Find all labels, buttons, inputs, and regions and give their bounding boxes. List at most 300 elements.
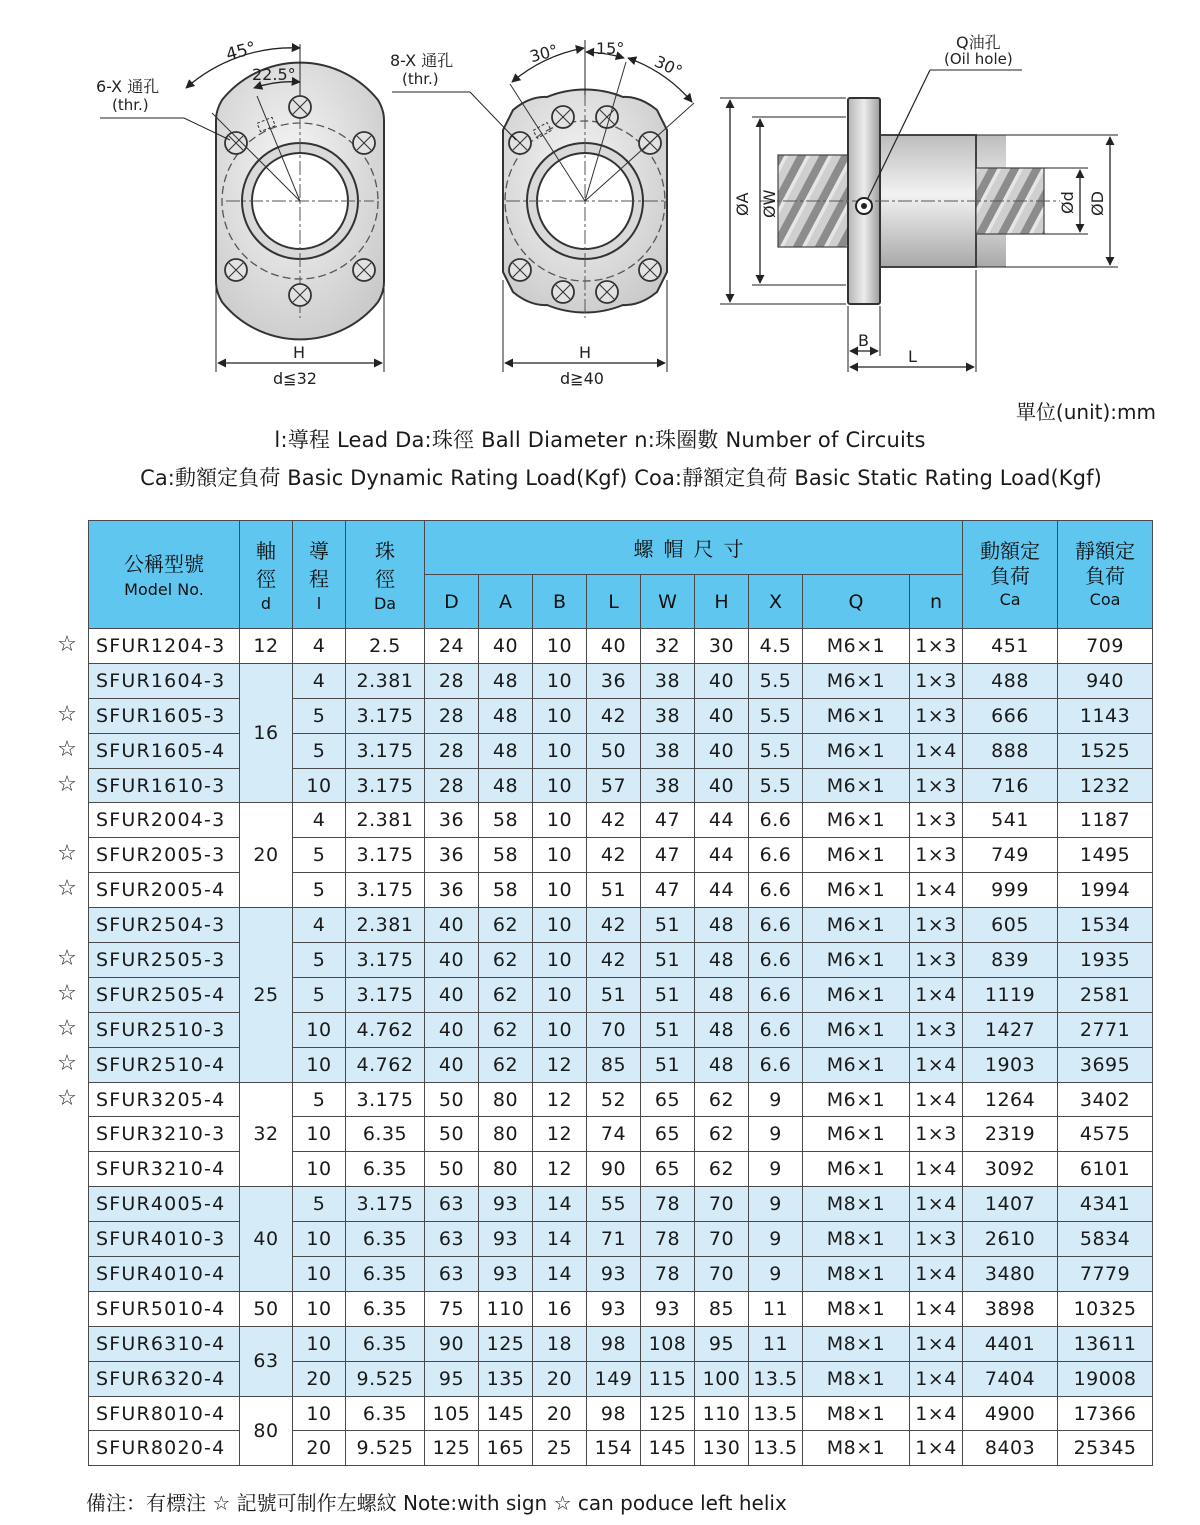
value-cell: M8×1 xyxy=(803,1326,910,1361)
cond-d32: d≦32 xyxy=(273,369,317,388)
value-cell: M6×1 xyxy=(803,1082,910,1117)
value-cell: 108 xyxy=(641,1326,695,1361)
value-cell: 40 xyxy=(425,908,479,943)
value-cell: 47 xyxy=(641,838,695,873)
value-cell: 1×3 xyxy=(910,698,963,733)
model-cell: SFUR3205-4 xyxy=(89,1082,240,1117)
value-cell: 749 xyxy=(963,838,1058,873)
value-cell: 19008 xyxy=(1058,1361,1153,1396)
value-cell: 95 xyxy=(695,1326,749,1361)
value-cell: M6×1 xyxy=(803,873,910,908)
value-cell: 38 xyxy=(641,733,695,768)
value-cell: 716 xyxy=(963,768,1058,803)
header-col-x: X xyxy=(749,575,803,629)
value-cell: 1495 xyxy=(1058,838,1153,873)
value-cell: 3480 xyxy=(963,1257,1058,1292)
header-shaft-1: 軸 xyxy=(256,538,276,563)
value-cell: 4.762 xyxy=(346,1047,425,1082)
value-cell: 145 xyxy=(479,1396,533,1431)
dim-label-d-small: Ød xyxy=(1058,191,1077,214)
value-cell: 93 xyxy=(641,1291,695,1326)
model-cell: SFUR2505-4 xyxy=(89,977,240,1012)
value-cell: 4900 xyxy=(963,1396,1058,1431)
value-cell: 488 xyxy=(963,663,1058,698)
value-cell: 1×3 xyxy=(910,768,963,803)
value-cell: 888 xyxy=(963,733,1058,768)
model-cell: SFUR1605-3 xyxy=(89,698,240,733)
model-cell: SFUR1604-3 xyxy=(89,663,240,698)
table-row xyxy=(89,629,1153,664)
value-cell: 11 xyxy=(749,1291,803,1326)
value-cell: 50 xyxy=(587,733,641,768)
value-cell: 6.35 xyxy=(346,1117,425,1152)
value-cell: 50 xyxy=(425,1082,479,1117)
value-cell: 9 xyxy=(749,1152,803,1187)
model-cell: SFUR4010-4 xyxy=(89,1257,240,1292)
value-cell: 2.381 xyxy=(346,663,425,698)
value-cell: 58 xyxy=(479,873,533,908)
value-cell: 125 xyxy=(479,1326,533,1361)
left-helix-star-icon: ☆ xyxy=(57,736,77,762)
header-ball-dia xyxy=(346,521,425,629)
value-cell: 20 xyxy=(533,1396,587,1431)
value-cell: 65 xyxy=(641,1152,695,1187)
value-cell: 1119 xyxy=(963,977,1058,1012)
value-cell: 90 xyxy=(587,1152,641,1187)
value-cell: 3.175 xyxy=(346,768,425,803)
value-cell: 51 xyxy=(641,1047,695,1082)
angle-label-15: 15° xyxy=(596,39,625,58)
value-cell: 95 xyxy=(425,1361,479,1396)
value-cell: 16 xyxy=(533,1291,587,1326)
left-helix-star-icon: ☆ xyxy=(57,701,77,727)
dim-label-d-big: ØD xyxy=(1088,191,1107,216)
header-col-h: H xyxy=(695,575,749,629)
value-cell: 10 xyxy=(293,1222,346,1257)
value-cell: 5.5 xyxy=(749,698,803,733)
header-sta-sym: Coa xyxy=(1089,589,1121,609)
value-cell: 5 xyxy=(293,977,346,1012)
value-cell: 6.6 xyxy=(749,1047,803,1082)
value-cell: 1264 xyxy=(963,1082,1058,1117)
value-cell: 2.5 xyxy=(346,629,425,664)
header-col-w: W xyxy=(641,575,695,629)
value-cell: 98 xyxy=(587,1326,641,1361)
value-cell: 1×4 xyxy=(910,873,963,908)
value-cell: 85 xyxy=(587,1047,641,1082)
hole-label-6x: 6-X 通孔 xyxy=(96,77,160,96)
value-cell: 78 xyxy=(641,1257,695,1292)
value-cell: 48 xyxy=(479,698,533,733)
value-cell: 5 xyxy=(293,698,346,733)
value-cell: 115 xyxy=(641,1361,695,1396)
value-cell: 10 xyxy=(533,873,587,908)
value-cell: 451 xyxy=(963,629,1058,664)
dim-label-w: ØW xyxy=(760,189,779,218)
value-cell: 4575 xyxy=(1058,1117,1153,1152)
model-cell: SFUR5010-4 xyxy=(89,1291,240,1326)
value-cell: 3.175 xyxy=(346,873,425,908)
value-cell: 50 xyxy=(425,1152,479,1187)
value-cell: 17366 xyxy=(1058,1396,1153,1431)
model-cell: SFUR8010-4 xyxy=(89,1396,240,1431)
header-model xyxy=(89,521,240,629)
value-cell: 5 xyxy=(293,838,346,873)
left-helix-star-icon: ☆ xyxy=(57,981,77,1006)
table-row xyxy=(89,1291,1153,1326)
value-cell: 7779 xyxy=(1058,1257,1153,1292)
value-cell: 7404 xyxy=(963,1361,1058,1396)
value-cell: M8×1 xyxy=(803,1291,910,1326)
value-cell: 78 xyxy=(641,1222,695,1257)
value-cell: 1×4 xyxy=(910,1291,963,1326)
value-cell: 1×4 xyxy=(910,1396,963,1431)
model-cell: SFUR6320-4 xyxy=(89,1361,240,1396)
value-cell: 1427 xyxy=(963,1012,1058,1047)
value-cell: 165 xyxy=(479,1431,533,1466)
table-row xyxy=(89,908,1153,943)
value-cell: 55 xyxy=(587,1187,641,1222)
value-cell: 10 xyxy=(533,838,587,873)
value-cell: 110 xyxy=(479,1291,533,1326)
dim-label-a: ØA xyxy=(733,192,752,216)
value-cell: 65 xyxy=(641,1117,695,1152)
value-cell: 11 xyxy=(749,1326,803,1361)
value-cell: 839 xyxy=(963,943,1058,978)
model-cell: SFUR1204-3 xyxy=(89,629,240,664)
value-cell: 4341 xyxy=(1058,1187,1153,1222)
value-cell: 6.6 xyxy=(749,943,803,978)
value-cell: 40 xyxy=(425,1012,479,1047)
header-col-d: D xyxy=(425,575,479,629)
value-cell: 10 xyxy=(293,1012,346,1047)
left-helix-star-icon: ☆ xyxy=(57,632,77,657)
value-cell: 5 xyxy=(293,1187,346,1222)
value-cell: M6×1 xyxy=(803,629,910,664)
header-nut-dimensions: 螺帽尺寸 xyxy=(425,521,963,575)
value-cell: 12 xyxy=(533,1047,587,1082)
value-cell: 6.35 xyxy=(346,1222,425,1257)
value-cell: 10 xyxy=(533,663,587,698)
shaft-diameter-cell: 25 xyxy=(240,908,293,1082)
value-cell: 90 xyxy=(425,1326,479,1361)
model-cell: SFUR1610-3 xyxy=(89,768,240,803)
header-dyn-2: 負荷 xyxy=(990,563,1031,588)
value-cell: 51 xyxy=(641,943,695,978)
value-cell: 80 xyxy=(479,1152,533,1187)
value-cell: 93 xyxy=(479,1222,533,1257)
value-cell: 10 xyxy=(293,1047,346,1082)
hole-label-thr: (thr.) xyxy=(112,96,149,114)
value-cell: 14 xyxy=(533,1187,587,1222)
value-cell: 12 xyxy=(533,1117,587,1152)
legend-line-2: Ca:動額定負荷 Basic Dynamic Rating Load(Kgf) Coa:靜額定負荷 Basic Static Rating Load(Kgf) xyxy=(140,466,1102,490)
value-cell: 38 xyxy=(641,768,695,803)
value-cell: 36 xyxy=(425,803,479,838)
value-cell: 149 xyxy=(587,1361,641,1396)
value-cell: 1525 xyxy=(1058,733,1153,768)
model-cell: SFUR1605-4 xyxy=(89,733,240,768)
value-cell: 51 xyxy=(641,977,695,1012)
value-cell: 48 xyxy=(479,733,533,768)
value-cell: 1×3 xyxy=(910,1117,963,1152)
value-cell: 48 xyxy=(695,943,749,978)
header-ball-sym: Da xyxy=(373,593,397,613)
left-helix-star-icon: ☆ xyxy=(57,1085,77,1111)
value-cell: 1407 xyxy=(963,1187,1058,1222)
value-cell: 40 xyxy=(425,943,479,978)
value-cell: 40 xyxy=(425,1047,479,1082)
header-col-q: Q xyxy=(803,575,910,629)
value-cell: 3.175 xyxy=(346,943,425,978)
value-cell: 1×4 xyxy=(910,1257,963,1292)
value-cell: 4 xyxy=(293,629,346,664)
value-cell: 57 xyxy=(587,768,641,803)
value-cell: 1534 xyxy=(1058,908,1153,943)
value-cell: 3.175 xyxy=(346,977,425,1012)
value-cell: 62 xyxy=(479,977,533,1012)
model-cell: SFUR2505-3 xyxy=(89,943,240,978)
dim-label-b: B xyxy=(858,331,869,350)
value-cell: 125 xyxy=(641,1396,695,1431)
value-cell: 110 xyxy=(695,1396,749,1431)
value-cell: 62 xyxy=(695,1117,749,1152)
angle-label-30a: 30° xyxy=(527,40,561,67)
value-cell: 63 xyxy=(425,1187,479,1222)
value-cell: M6×1 xyxy=(803,1012,910,1047)
value-cell: M6×1 xyxy=(803,838,910,873)
value-cell: 999 xyxy=(963,873,1058,908)
model-cell: SFUR4010-3 xyxy=(89,1222,240,1257)
value-cell: 10325 xyxy=(1058,1291,1153,1326)
value-cell: 1×3 xyxy=(910,1222,963,1257)
value-cell: 42 xyxy=(587,698,641,733)
value-cell: 50 xyxy=(425,1117,479,1152)
value-cell: 2.381 xyxy=(346,803,425,838)
header-static-load xyxy=(1058,521,1153,629)
value-cell: 42 xyxy=(587,803,641,838)
value-cell: 3.175 xyxy=(346,733,425,768)
value-cell: 5 xyxy=(293,943,346,978)
value-cell: 2319 xyxy=(963,1117,1058,1152)
value-cell: 6.6 xyxy=(749,803,803,838)
value-cell: 25 xyxy=(533,1431,587,1466)
value-cell: 4 xyxy=(293,663,346,698)
table-row xyxy=(89,1082,1153,1117)
flange-front-view-d32 xyxy=(96,38,384,388)
header-dynamic-load xyxy=(963,521,1058,629)
value-cell: 10 xyxy=(533,803,587,838)
value-cell: 1×3 xyxy=(910,629,963,664)
value-cell: 6.35 xyxy=(346,1152,425,1187)
left-helix-star-icon: ☆ xyxy=(57,771,77,797)
value-cell: 62 xyxy=(479,908,533,943)
value-cell: 10 xyxy=(293,1257,346,1292)
value-cell: M6×1 xyxy=(803,1117,910,1152)
shaft-diameter-cell: 50 xyxy=(240,1291,293,1326)
value-cell: 85 xyxy=(695,1291,749,1326)
model-cell: SFUR2504-3 xyxy=(89,908,240,943)
value-cell: 63 xyxy=(425,1257,479,1292)
value-cell: 6.35 xyxy=(346,1257,425,1292)
value-cell: 10 xyxy=(533,943,587,978)
value-cell: 2610 xyxy=(963,1222,1058,1257)
value-cell: 44 xyxy=(695,838,749,873)
value-cell: 38 xyxy=(641,663,695,698)
value-cell: 10 xyxy=(533,908,587,943)
value-cell: 28 xyxy=(425,733,479,768)
value-cell: 2771 xyxy=(1058,1012,1153,1047)
value-cell: 13.5 xyxy=(749,1431,803,1466)
value-cell: 2581 xyxy=(1058,977,1153,1012)
value-cell: 4 xyxy=(293,908,346,943)
value-cell: 80 xyxy=(479,1117,533,1152)
header-model-zh: 公稱型號 xyxy=(124,551,204,576)
value-cell: 9 xyxy=(749,1187,803,1222)
value-cell: 6.35 xyxy=(346,1291,425,1326)
value-cell: 6.6 xyxy=(749,873,803,908)
value-cell: M8×1 xyxy=(803,1431,910,1466)
header-col-b: B xyxy=(533,575,587,629)
value-cell: 1903 xyxy=(963,1047,1058,1082)
value-cell: 1×4 xyxy=(910,1326,963,1361)
footnote: 備注：有標注 ☆ 記號可制作左螺紋 Note:with sign ☆ can poduce left helix xyxy=(86,1491,787,1515)
value-cell: 12 xyxy=(533,1152,587,1187)
value-cell: 93 xyxy=(587,1291,641,1326)
header-dyn-sym: Ca xyxy=(999,589,1021,609)
value-cell: M6×1 xyxy=(803,663,910,698)
value-cell: 4.5 xyxy=(749,629,803,664)
left-helix-star-icon: ☆ xyxy=(57,1050,77,1076)
value-cell: 5.5 xyxy=(749,663,803,698)
model-cell: SFUR8020-4 xyxy=(89,1431,240,1466)
shaft-diameter-cell: 16 xyxy=(240,663,293,803)
header-lead-sym: l xyxy=(316,593,322,613)
value-cell: 98 xyxy=(587,1396,641,1431)
value-cell: 58 xyxy=(479,803,533,838)
value-cell: 154 xyxy=(587,1431,641,1466)
value-cell: 62 xyxy=(479,1012,533,1047)
value-cell: 48 xyxy=(479,768,533,803)
value-cell: M8×1 xyxy=(803,1222,910,1257)
value-cell: 3695 xyxy=(1058,1047,1153,1082)
value-cell: 4.762 xyxy=(346,1012,425,1047)
value-cell: 48 xyxy=(695,1012,749,1047)
value-cell: 51 xyxy=(641,908,695,943)
value-cell: 125 xyxy=(425,1431,479,1466)
value-cell: 10 xyxy=(533,733,587,768)
value-cell: 6.6 xyxy=(749,1012,803,1047)
table-row xyxy=(89,663,1153,698)
header-shaft-dia xyxy=(240,521,293,629)
value-cell: 36 xyxy=(587,663,641,698)
value-cell: 3898 xyxy=(963,1291,1058,1326)
value-cell: 10 xyxy=(533,698,587,733)
legend-line-1: l:導程 Lead Da:珠徑 Ball Diameter n:珠圈數 Number of Circuits xyxy=(274,428,926,452)
value-cell: 5.5 xyxy=(749,733,803,768)
value-cell: 24 xyxy=(425,629,479,664)
value-cell: 1994 xyxy=(1058,873,1153,908)
value-cell: 48 xyxy=(695,908,749,943)
value-cell: 10 xyxy=(533,1012,587,1047)
value-cell: 6.6 xyxy=(749,838,803,873)
model-cell: SFUR2004-3 xyxy=(89,803,240,838)
value-cell: 5 xyxy=(293,873,346,908)
left-helix-star-icon: ☆ xyxy=(57,946,77,972)
value-cell: 1×4 xyxy=(910,977,963,1012)
value-cell: 9 xyxy=(749,1257,803,1292)
value-cell: 10 xyxy=(533,629,587,664)
value-cell: 9 xyxy=(749,1082,803,1117)
value-cell: 2.381 xyxy=(346,908,425,943)
value-cell: 105 xyxy=(425,1396,479,1431)
header-shaft-sym: d xyxy=(260,593,272,613)
value-cell: 130 xyxy=(695,1431,749,1466)
value-cell: 42 xyxy=(587,838,641,873)
value-cell: 5.5 xyxy=(749,768,803,803)
value-cell: 709 xyxy=(1058,629,1153,664)
header-col-a: A xyxy=(479,575,533,629)
value-cell: 48 xyxy=(695,977,749,1012)
left-helix-star-icon: ☆ xyxy=(57,876,77,902)
header-ball-2: 徑 xyxy=(375,566,395,591)
value-cell: 70 xyxy=(695,1257,749,1292)
value-cell: 1×3 xyxy=(910,803,963,838)
value-cell: 1×4 xyxy=(910,1047,963,1082)
value-cell: 75 xyxy=(425,1291,479,1326)
header-col-l: L xyxy=(587,575,641,629)
value-cell: 58 xyxy=(479,838,533,873)
value-cell: 36 xyxy=(425,838,479,873)
value-cell: 74 xyxy=(587,1117,641,1152)
value-cell: 666 xyxy=(963,698,1058,733)
shaft-diameter-cell: 80 xyxy=(240,1396,293,1466)
value-cell: M8×1 xyxy=(803,1257,910,1292)
value-cell: 13.5 xyxy=(749,1361,803,1396)
value-cell: 1143 xyxy=(1058,698,1153,733)
value-cell: 20 xyxy=(293,1361,346,1396)
model-cell: SFUR6310-4 xyxy=(89,1326,240,1361)
value-cell: 18 xyxy=(533,1326,587,1361)
value-cell: 65 xyxy=(641,1082,695,1117)
model-cell: SFUR2005-4 xyxy=(89,873,240,908)
value-cell: 1187 xyxy=(1058,803,1153,838)
value-cell: M8×1 xyxy=(803,1396,910,1431)
left-helix-star-icon: ☆ xyxy=(57,841,77,867)
value-cell: 42 xyxy=(587,943,641,978)
value-cell: 605 xyxy=(963,908,1058,943)
value-cell: 10 xyxy=(293,1326,346,1361)
hole-label-thr-2: (thr.) xyxy=(402,70,439,88)
header-dyn-1: 動額定 xyxy=(980,538,1041,563)
dim-h-left: H xyxy=(293,343,306,362)
value-cell: 93 xyxy=(479,1187,533,1222)
value-cell: 20 xyxy=(533,1361,587,1396)
value-cell: 1×3 xyxy=(910,908,963,943)
angle-label-45: 45° xyxy=(224,38,259,66)
value-cell: 28 xyxy=(425,698,479,733)
value-cell: 940 xyxy=(1058,663,1153,698)
value-cell: 9 xyxy=(749,1117,803,1152)
value-cell: 52 xyxy=(587,1082,641,1117)
value-cell: 5 xyxy=(293,1082,346,1117)
value-cell: M6×1 xyxy=(803,1047,910,1082)
value-cell: M8×1 xyxy=(803,1361,910,1396)
value-cell: 1×4 xyxy=(910,1187,963,1222)
value-cell: 1×3 xyxy=(910,1012,963,1047)
shaft-diameter-cell: 63 xyxy=(240,1326,293,1396)
value-cell: 3.175 xyxy=(346,1082,425,1117)
